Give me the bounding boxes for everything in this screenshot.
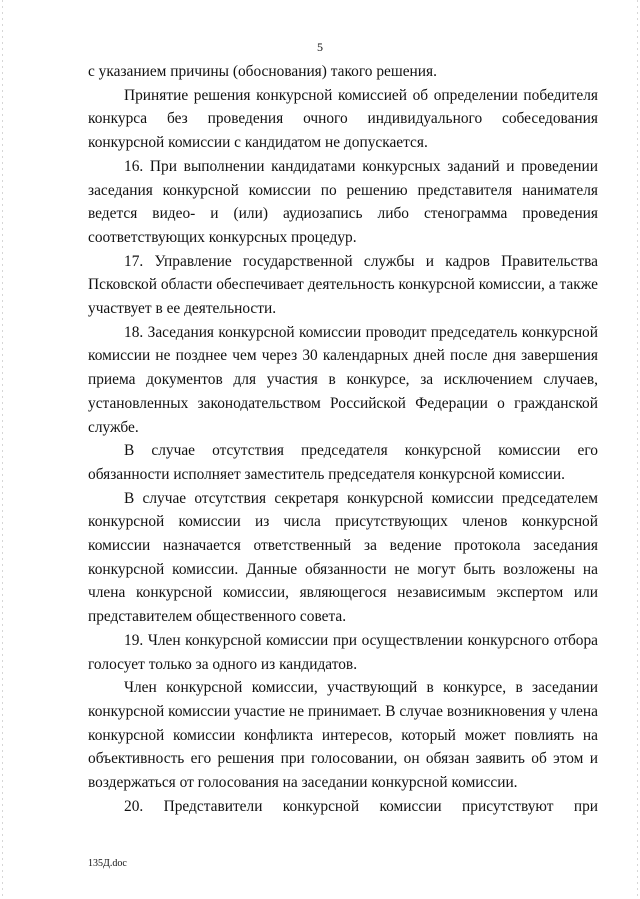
paragraph-item-18: 18. Заседания конкурсной комиссии проводит председатель конкурсной комиссии не позднее чем через 30 календарных дней после дня завершения приема документов для участия в конкурсе, за исключением случаев, установленных законодательством Российской Федерации о гражданской службе. [88, 323, 598, 436]
paragraph-item-20: 20. Представители конкурсной комиссии присутствуют при [124, 797, 598, 815]
scan-edge-left [2, 0, 3, 899]
document-body [88, 60, 598, 819]
paragraph: В случае отсутствия председателя конкурсной комиссии его обязанности исполняет заместитель председателя конкурсной комиссии. [88, 442, 598, 483]
paragraph: В случае отсутствия секретаря конкурсной комиссии председателем конкурсной комиссии из числа присутствующих членов конкурсной комиссии назначается ответственный за ведение протокола заседания конкурсной комиссии. Данные обязанности не могут быть возложены на члена конкурсной комиссии, являющегося независимым экспертом или представителем общественного совета. [88, 489, 598, 626]
paragraph-item-17: 17. Управление государственной службы и кадров Правительства Псковской области обеспечивает деятельность конкурсной комиссии, а также участвует в ее деятельности. [88, 252, 598, 318]
footer-filename: 135Д.doc [88, 858, 127, 869]
page-number: 5 [317, 40, 323, 54]
paragraph-item-16: 16. При выполнении кандидатами конкурсных заданий и проведении заседания конкурсной комиссии по решению представителя нанимателя ведется видео- и (или) аудиозапись либо стенограмма проведения соответствующих конкурсных процедур. [88, 157, 598, 246]
paragraph-continuation: с указанием причины (обоснования) такого решения. [88, 63, 437, 80]
paragraph-item-19: 19. Член конкурсной комиссии при осуществлении конкурсного отбора голосует только за одного из кандидатов. [88, 631, 598, 673]
paragraph: Принятие решения конкурсной комиссией об определении победителя конкурса без проведения очного индивидуального собеседования конкурсной комиссии с кандидатом не допускается. [88, 86, 598, 152]
paragraph: Член конкурсной комиссии, участвующий в конкурсе, в заседании конкурсной комиссии участие не принимает. В случае возникновения у члена конкурсной комиссии конфликта интересов, который может повлиять на объективность его решения при голосовании, он обязан заявить об этом и воздержаться от голосования на заседании конкурсной комиссии. [88, 679, 598, 792]
scan-edge-right [637, 0, 638, 899]
